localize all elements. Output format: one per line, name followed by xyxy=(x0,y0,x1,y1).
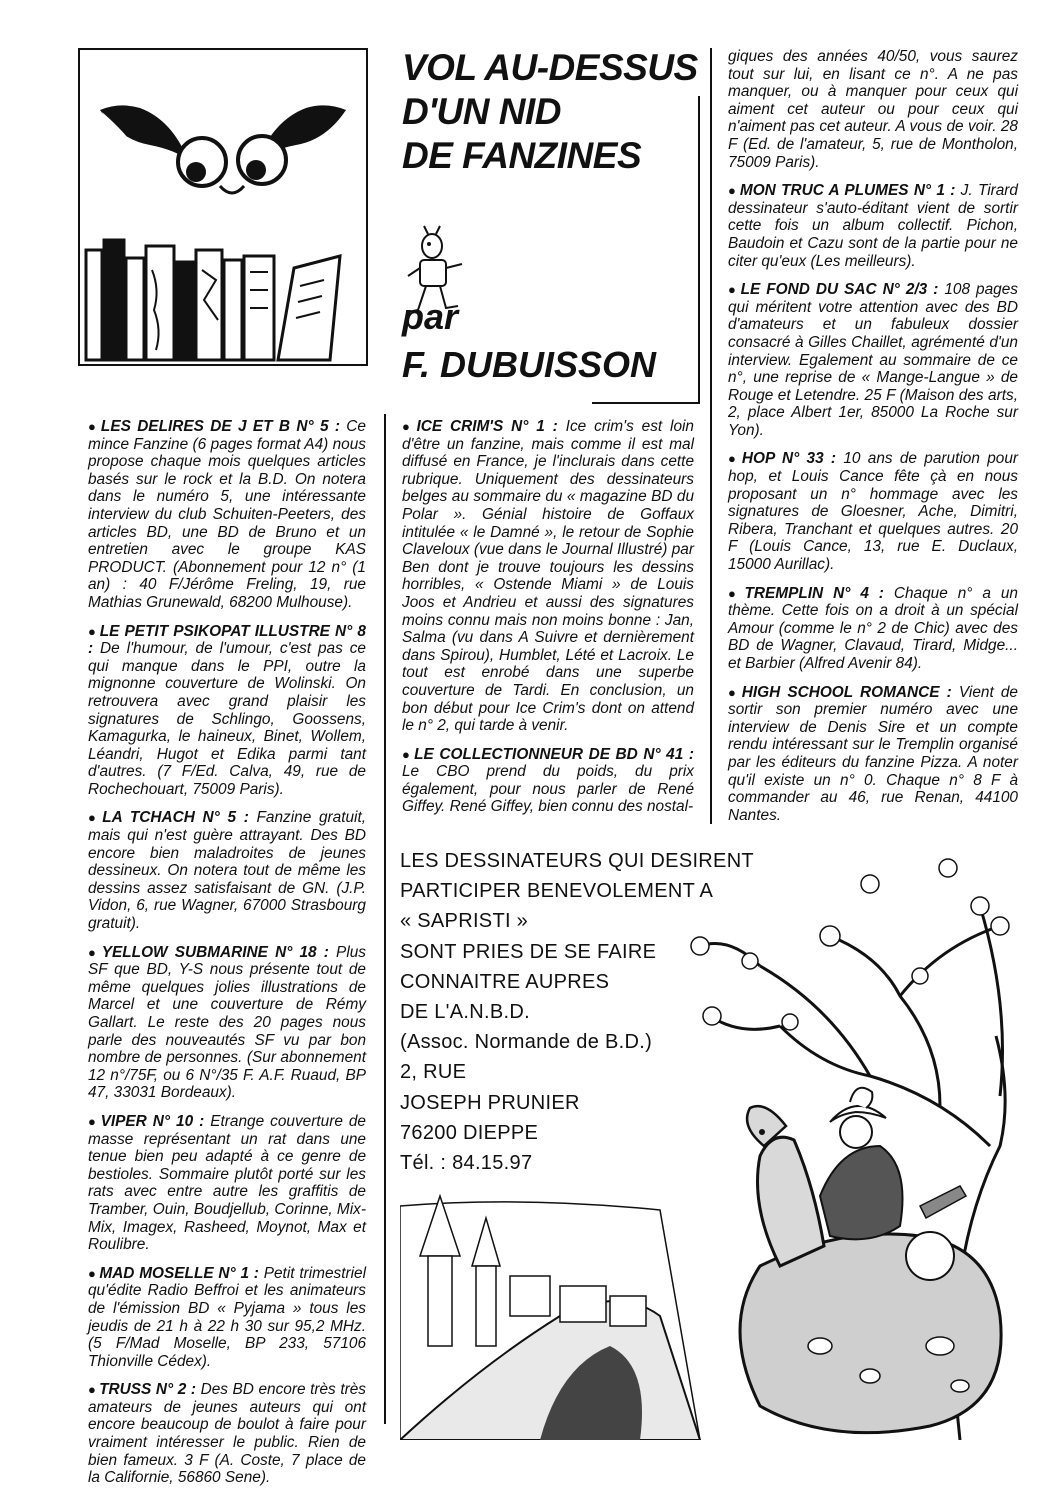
review-item xyxy=(88,418,366,612)
bullet-icon: ● xyxy=(728,585,742,601)
title-frame-vertical-rule xyxy=(698,96,700,404)
announcement-text xyxy=(400,846,754,1178)
announcement-line: « SAPRISTI » xyxy=(400,910,529,933)
review-body: 108 pages qui méritent votre attention avec des BD d'amateurs et un fabuleux dossier consacré à Gilles Chaillet, agrémenté d'un interview. Egalement au sommaire de ce n°, une reprise de « Mange-Langue » de Rouge et Letendre. 25 F (Maison des arts, 2, place Albert 1er, 85000 La Roche sur Yon). xyxy=(728,281,1018,439)
review-body: Ce mince Fanzine (6 pages format A4) nous propose chaque mois quelques articles basés sur le rock et la B.D. On notera dans le numéro 5, une intéressante interview du club Schuiten-Peeters, des articles BD, une BD de Bruno et un entretien avec le groupe KAS PRODUCT. (Abonnement pour 12 n° (1 an) : 40 F/Jérôme Freling, 19, rue Mathias Grunewald, 68200 Mulhouse). xyxy=(88,418,366,611)
review-body: Petit trimestriel qu'édite Radio Beffroi et les animateurs de l'émission BD « Pyjama » tous les jeudis de 21 h à 22 h 30 sur 95,2 MHz. (5 F/Mad Moselle, BP 233, 57106 Thionville Cédex). xyxy=(88,1264,367,1370)
review-item xyxy=(728,450,1018,573)
bullet-icon: ● xyxy=(728,451,739,467)
review-item xyxy=(88,623,366,799)
review-heading: MAD MOSELLE N° 1 : xyxy=(99,1264,259,1282)
review-item xyxy=(728,585,1018,673)
review-heading: TRUSS N° 2 : xyxy=(99,1381,196,1399)
review-heading: LE FOND DU SAC N° 2/3 : xyxy=(740,281,939,299)
review-item xyxy=(88,1265,366,1371)
review-item xyxy=(88,809,366,932)
bullet-icon: ● xyxy=(88,944,99,960)
bullet-icon: ● xyxy=(88,1265,97,1281)
review-item xyxy=(88,944,366,1102)
column-divider-right xyxy=(710,48,712,824)
review-body: Ice crim's est loin d'être un fanzine, mais comme il est mal diffusé en France, je l'inclurais dans cette rubrique. Uniquement des dessinateurs belges au sommaire du « magazine BD du Polar ». Génial histoire de Goffaux intitulée « le Damné », le retour de Sophie Claveloux (vue dans le Journal Illustré) par Ben dont je trouve toujours les dessins horribles, « Ostende Miami » de Louis Joos et Andrieu et aussi des signatures moins connu mais non moins bonne : Jan, Salma (vu dans A Suivre et dernièrement dans Spirou), Humblet, Lété et Lacroix. Le tout est enrobé dans une superbe couverture de Tardi. En conclusion, un bon début pour Ice Crim's dont on attend le n° 2, qui tarde à venir. xyxy=(402,418,694,735)
review-body: Plus SF que BD, Y-S nous présente tout de même quelques jolies illustrations de Marcel et une couverture de Rémy Gallart. Le reste des 20 pages nous parle des nouveautés SF vu par bon nombre de personnes. (Sur abonnement 12 n°/75F, ou 6 N°/35 F. A.F. Ruaud, BP 47, 33031 Bordeaux). xyxy=(88,943,366,1102)
bullet-icon: ● xyxy=(88,1382,97,1398)
review-body: Chaque n° a un thème. Cette fois on a droit à un spécial Amour (comme le n° 2 de Chic) avec des BD de Wagner, Clavaud, Tirard, Midge... et Barbier (Alfred Avenir 84). xyxy=(728,584,1018,672)
title-frame-horizontal-rule xyxy=(592,402,700,404)
review-body: 10 ans de parution pour hop, et Louis Cance fête çà en nous proposant un n° hommage avec les signatures de Gloesner, Ache, Dimitri, Ribera, Tranchant et quelques autres. 20 F (Louis Cance, 13, rue E. Duclaux, 15000 Aurillac). xyxy=(728,450,1019,574)
announcement-line: SONT PRIES DE SE FAIRE xyxy=(400,940,657,963)
announcement-line: JOSEPH PRUNIER xyxy=(400,1091,580,1114)
review-heading: LE COLLECTIONNEUR DE BD N° 41 : xyxy=(414,745,694,763)
review-item xyxy=(88,1113,366,1254)
announcement-line: DE L'A.N.B.D. xyxy=(400,1001,530,1024)
bullet-icon: ● xyxy=(728,282,738,298)
announcement-line: CONNAITRE AUPRES xyxy=(400,970,610,993)
review-heading: VIPER N° 10 : xyxy=(100,1112,205,1130)
left-column xyxy=(88,418,366,1498)
review-body: De l'humour, de l'umour, c'est pas ce qui manque dans le PPI, outre la mignonne couverture de Wolinski. On retrouvera avec grand plaisir les signatures de Schlingo, Goossens, Kamagurka, le haineux, Binet, Wollem, Léandri, Hugot et Edika parmi tant d'autres. (7 F/Ed. Calva, 49, rue de Rochechouart, 75009 Paris). xyxy=(88,640,366,798)
review-body: Vient de sortir son premier numéro avec une interview de Denis Sire et un compte rendu intéressant sur le Tremplin organisé par les éditeurs du fanzine Pizza. A noter qu'il existe un n° 0. Chaque n° 8 F à commander au 46, rue Renan, 44100 Nantes. xyxy=(728,683,1018,824)
review-heading: TREMPLIN N° 4 : xyxy=(744,584,884,602)
review-heading: YELLOW SUBMARINE N° 18 : xyxy=(101,943,329,961)
announcement-box xyxy=(400,846,1018,1440)
announcement-line: 2, RUE xyxy=(400,1061,467,1084)
review-item xyxy=(402,746,694,816)
bullet-icon: ● xyxy=(402,419,414,434)
bat-books-drawing xyxy=(80,50,366,364)
continued-text: giques des années 40/50, vous saurez tout sur lui, en lisant ce n°. A ne pas manquer, ou à manquer pour ceux qui aiment cet auteur ou pour ceux qui n'aiment pas cet auteur. A vous de voir. 28 F (Ed. de l'amateur, 5, rue de Montholon, 75009 Paris). xyxy=(728,48,1018,171)
title-line-1: VOL AU-DESSUS xyxy=(402,47,698,88)
byline-par: par xyxy=(402,296,459,337)
title-line-3: DE FANZINES xyxy=(402,135,642,176)
article-title-block xyxy=(402,46,700,385)
review-body: Fanzine gratuit, mais qui n'est guère attrayant. Des BD encore bien maladroites de jeunes dessineux. On notera tout de même les dessins assez satisfaisant de GN. (J.P. Vidon, 6, rue Wagner, 67000 Strasbourg gratuit). xyxy=(88,809,367,933)
review-body: Le CBO prend du poids, du prix également, pour nous parler de René Giffey. René Giffey, bien connu des nostal- xyxy=(402,763,694,816)
announcement-line: Tél. : 84.15.97 xyxy=(400,1152,533,1175)
announcement-line: LES DESSINATEURS QUI DESIRENT xyxy=(400,850,754,872)
announcement-line: PARTICIPER BENEVOLEMENT A xyxy=(400,880,714,903)
bullet-icon: ● xyxy=(88,419,98,434)
review-body: Etrange couverture de masse représentant un rat dans une tenue bien peu adapté à ce genre de bestioles. Sommaire plutôt porté sur les rats avec entre autre les graffitis de Tramber, Ouin, Boudjellub, Corinne, Mix-Mix, Imagex, Rasheed, Moynot, Max et Roulibre. xyxy=(88,1112,366,1254)
review-heading: ICE CRIM'S N° 1 : xyxy=(416,418,558,435)
review-item xyxy=(728,281,1018,439)
bullet-icon: ● xyxy=(88,810,100,826)
bullet-icon: ● xyxy=(728,684,739,700)
review-item xyxy=(728,684,1018,825)
review-heading: LES DELIRES DE J ET B N° 5 : xyxy=(100,418,340,435)
review-heading: MON TRUC A PLUMES N° 1 : xyxy=(739,182,956,200)
review-heading: LE PETIT PSIKOPAT ILLUSTRE N° 8 : xyxy=(88,622,366,658)
review-heading: LA TCHACH N° 5 : xyxy=(102,809,249,827)
byline-author: F. DUBUISSON xyxy=(402,344,657,385)
review-item xyxy=(402,418,694,735)
bullet-icon: ● xyxy=(88,623,97,639)
review-item xyxy=(728,182,1018,270)
review-heading: HOP N° 33 : xyxy=(741,450,837,468)
middle-column xyxy=(402,418,694,827)
bullet-icon: ● xyxy=(88,1113,98,1129)
bookshelf-bat-illustration xyxy=(78,48,368,366)
review-item xyxy=(88,1381,366,1487)
title-line-2: D'UN NID xyxy=(402,91,561,132)
bullet-icon: ● xyxy=(402,746,412,762)
announcement-line: (Assoc. Normande de B.D.) xyxy=(400,1031,653,1054)
bullet-icon: ● xyxy=(728,183,737,199)
review-body: J. Tirard dessinateur s'auto-éditant vient de sortir cette fois un album collectif. Pichon, Baudoin et Cazu sont de la partie pour ne citer qu'eux (Les meilleurs). xyxy=(728,182,1018,270)
column-divider-left xyxy=(384,414,386,1424)
review-body: Des BD encore très très amateurs de jeunes auteurs qui ont encore beaucoup de boulot à faire pour vraiment intéresser le public. Rien de bien fameux. 3 F (A. Coste, 7 place de la Californie, 56860 Sene). xyxy=(88,1381,366,1487)
review-heading: HIGH SCHOOL ROMANCE : xyxy=(741,683,952,701)
announcement-line: 76200 DIEPPE xyxy=(400,1121,539,1144)
right-column xyxy=(728,48,1018,835)
